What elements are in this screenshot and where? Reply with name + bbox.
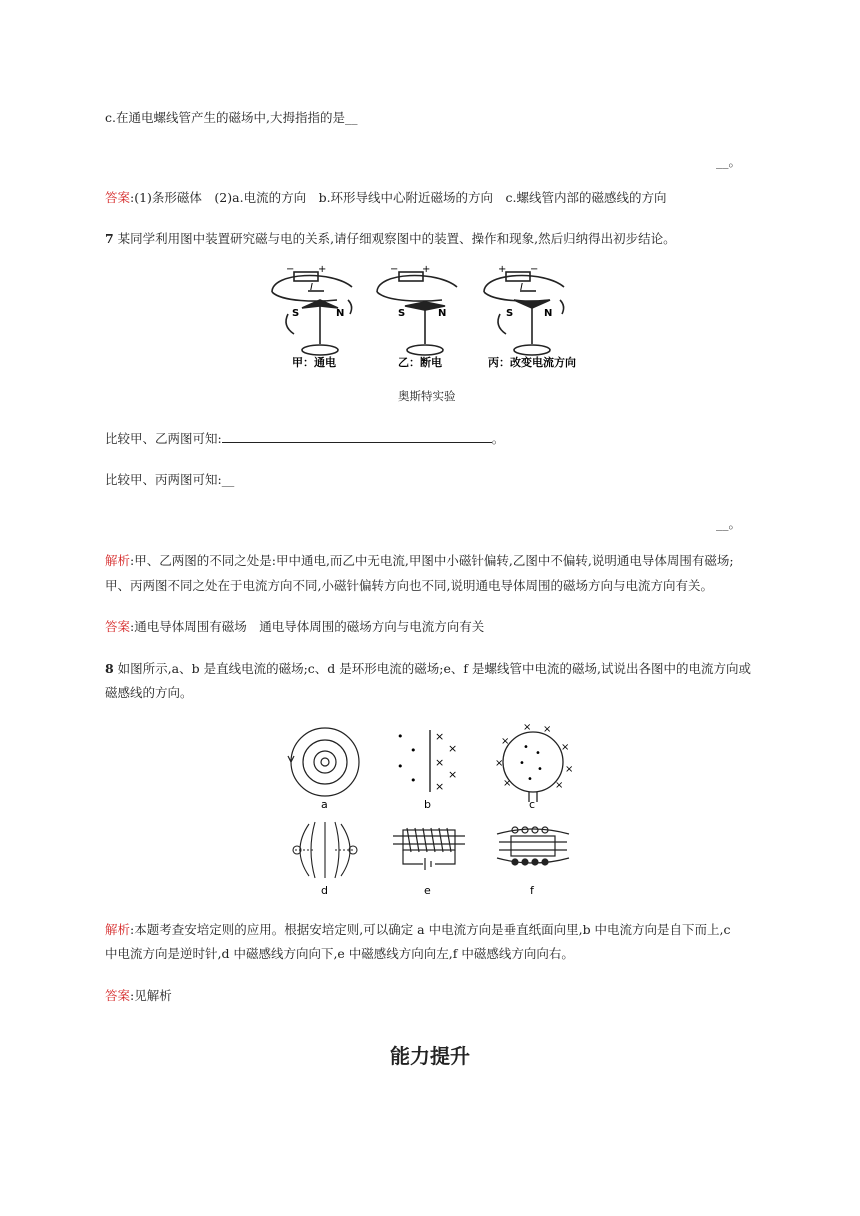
- current-label: I: [520, 282, 523, 293]
- label-c: c: [529, 798, 536, 811]
- svg-text:•: •: [410, 744, 417, 757]
- svg-text:×: ×: [495, 758, 504, 769]
- svg-text:×: ×: [448, 768, 458, 781]
- q6-answer: [105, 190, 667, 206]
- diagram-f: [497, 827, 569, 865]
- plus-sign: +: [422, 264, 431, 275]
- diagram-d: [293, 822, 357, 878]
- svg-text:×: ×: [435, 780, 445, 793]
- q6-line-c: c.在通电螺线管产生的磁场中,大拇指指的是__: [105, 110, 358, 125]
- svg-text:×: ×: [555, 780, 564, 791]
- answer-text: :见解析: [130, 988, 172, 1003]
- figure-caption: 奥斯特实验: [398, 389, 456, 403]
- s-pole-label: S: [292, 308, 300, 319]
- question-text: 如图所示,a、b 是直线电流的磁场;c、d 是环形电流的磁场;e、f 是螺线管中电流的磁场,试说出各图中的电流方向或: [113, 661, 751, 676]
- svg-text:•: •: [410, 774, 417, 787]
- s-pole-label: S: [398, 308, 406, 319]
- svg-text:×: ×: [435, 756, 445, 769]
- answer-label: 答案: [105, 619, 131, 634]
- analysis-label: 解析: [105, 553, 131, 568]
- q7-compare-1: [105, 430, 504, 447]
- diagram-a: [288, 728, 359, 796]
- q7-analysis-2: 甲、丙两图不同之处在于电流方向不同,小磁针偏转方向也不同,说明通电导体周围的磁场方向与电流方向有关。: [105, 578, 713, 593]
- section-title: 能力提升: [390, 1044, 470, 1068]
- plus-sign: +: [318, 264, 327, 275]
- oersted-figure: [262, 262, 602, 372]
- q8-analysis-1: [105, 922, 731, 938]
- n-pole-label: N: [544, 308, 553, 319]
- svg-text:×: ×: [543, 724, 552, 735]
- svg-text:•: •: [535, 748, 541, 759]
- analysis-text: :本题考查安培定则的应用。根据安培定则,可以确定 a 中电流方向是垂直纸面向里,b 中电流方向是自下而上,c: [130, 922, 731, 937]
- minus-sign: −: [530, 264, 539, 275]
- q8-stem-2: 磁感线的方向。: [105, 685, 193, 700]
- answer-label: 答案: [105, 190, 131, 205]
- label-a: a: [321, 798, 328, 811]
- label-f: f: [530, 884, 534, 897]
- plus-sign: +: [498, 264, 507, 275]
- q8-stem-1: [105, 661, 751, 677]
- svg-text:×: ×: [448, 742, 458, 755]
- label-b: b: [424, 798, 431, 811]
- q7-stem: [105, 231, 676, 247]
- svg-text:•: •: [519, 758, 525, 769]
- compare-1-end: 。: [491, 431, 505, 446]
- n-pole-label: N: [438, 308, 447, 319]
- panel-1-label: 甲：通电: [292, 356, 336, 369]
- diagram-c: [503, 732, 563, 802]
- analysis-text: :甲、乙两图的不同之处是:甲中通电,而乙中无电流,甲图中小磁针偏转,乙图中不偏转,说明通电导体周围有磁场;: [130, 553, 734, 568]
- label-d: d: [321, 884, 328, 897]
- svg-text:•: •: [397, 760, 404, 773]
- svg-text:•: •: [537, 764, 543, 775]
- q7-compare-2: 比较甲、丙两图可知:__: [105, 472, 235, 487]
- answer-label: 答案: [105, 988, 131, 1003]
- svg-text:•: •: [523, 742, 529, 753]
- q8-answer: [105, 988, 172, 1004]
- q6-line-c-end: __。: [716, 154, 742, 169]
- svg-text:×: ×: [523, 722, 532, 733]
- q7-compare-2-end: __。: [716, 516, 742, 531]
- question-number: 8: [105, 661, 114, 676]
- minus-sign: −: [286, 264, 295, 275]
- analysis-label: 解析: [105, 922, 131, 937]
- answer-text: :通电导体周围有磁场 通电导体周围的磁场方向与电流方向有关: [130, 619, 485, 634]
- n-pole-label: N: [336, 308, 345, 319]
- current-label: I: [310, 282, 313, 293]
- minus-sign: −: [390, 264, 399, 275]
- q7-analysis-1: [105, 553, 734, 569]
- label-e: e: [424, 884, 431, 897]
- compare-1-text: 比较甲、乙两图可知:: [105, 431, 222, 446]
- svg-text:×: ×: [503, 778, 512, 789]
- svg-text:•: •: [397, 730, 404, 743]
- svg-text:×: ×: [565, 764, 574, 775]
- question-number: 7: [105, 231, 114, 246]
- q8-analysis-2: 中电流方向是逆时针,d 中磁感线方向向下,e 中磁感线方向向左,f 中磁感线方向向右。: [105, 946, 574, 961]
- diagram-e: [393, 828, 465, 870]
- magnetic-field-figure: [285, 722, 585, 897]
- svg-text:•: •: [527, 774, 533, 785]
- question-text: 某同学利用图中装置研究磁与电的关系,请仔细观察图中的装置、操作和现象,然后归纳得出初步结论。: [113, 231, 676, 246]
- q7-answer: [105, 619, 484, 635]
- answer-text: :(1)条形磁体 (2)a.电流的方向 b.环形导线中心附近磁场的方向 c.螺线管内部的磁感线的方向: [130, 190, 667, 205]
- s-pole-label: S: [506, 308, 514, 319]
- svg-text:×: ×: [561, 742, 570, 753]
- panel-2-label: 乙：断电: [398, 356, 442, 369]
- svg-text:×: ×: [435, 730, 445, 743]
- dots-b: [397, 730, 457, 793]
- svg-text:×: ×: [501, 736, 510, 747]
- panel-3-label: 丙：改变电流方向: [488, 356, 576, 369]
